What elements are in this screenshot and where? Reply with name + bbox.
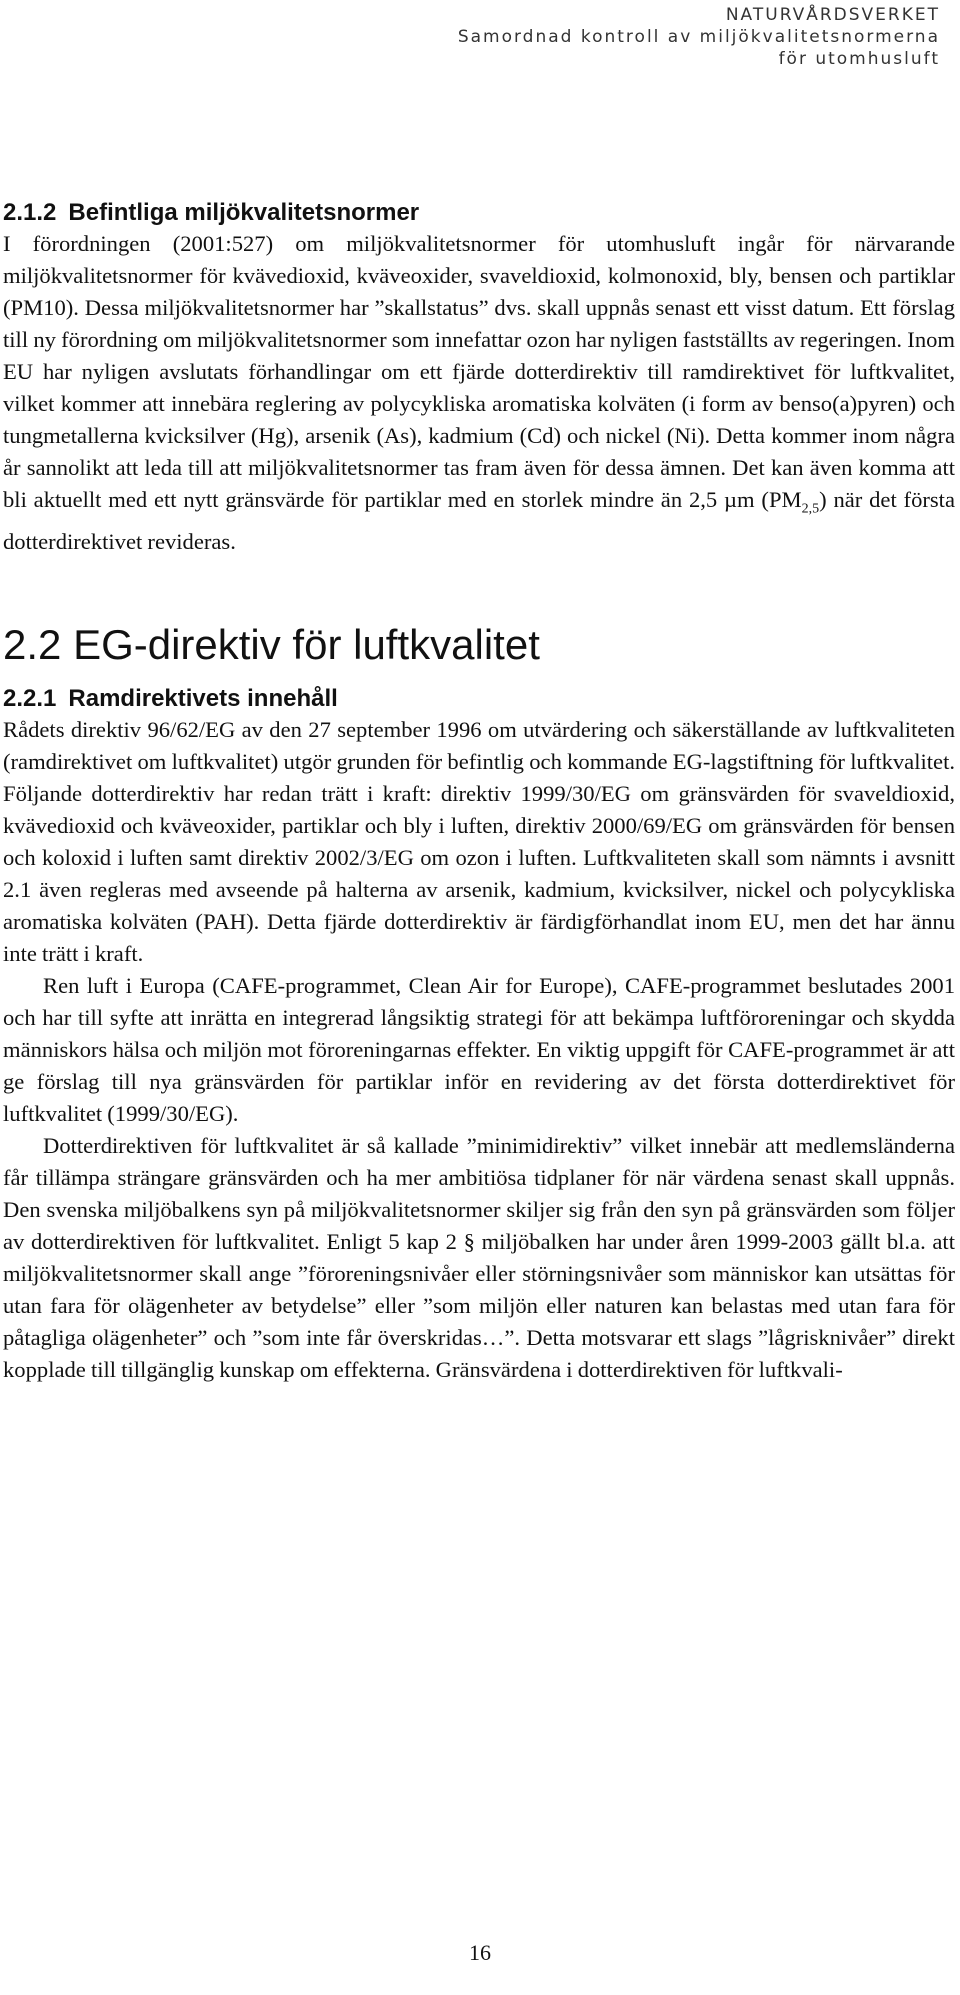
paragraph-text: I förordningen (2001:527) om miljökvalitetsnormer för utomhusluft ingår för närvarande miljökvalitetsnormer för kvävedioxid, kväveoxider, svaveldioxid, kolmonoxid, bly, bensen och partiklar (PM10). Dessa miljökvalitetsnormer har ”skallstatus” dvs. skall uppnås senast ett visst datum. Ett förslag till ny förordning om miljökvalitetsnormer som innefattar ozon har nyligen fastställts av regeringen. Inom EU har nyligen avslutats förhandlingar om ett fjärde dotterdirektiv till ramdirektivet för luftkvalitet, vilket kommer att innebära reglering av polycykliska aromatiska kolväten (i form av benso(a)pyren) och tungmetallerna kvicksilver (Hg), arsenik (As), kadmium (Cd) och nickel (Ni). Detta kommer inom några år sannolikt att leda till att miljökvalitetsnormer tas fram även för dessa ämnen. Det kan även komma att bli aktuellt med ett nytt gränsvärde för partiklar med en storlek mindre än 2,5 µm (PM (3, 231, 955, 512)
paragraph-text-end: ) när det första dotterdirektivet revideras. (3, 487, 955, 554)
heading-title: Ramdirektivets innehåll (68, 684, 338, 712)
pm-subscript: 2,5 (801, 501, 820, 517)
heading-title: EG-direktiv för luftkvalitet (73, 620, 540, 668)
document-body (3, 198, 955, 1386)
paragraph-framework-directive: Rådets direktiv 96/62/EG av den 27 september 1996 om utvärdering och säkerställande av luftkvaliteten (ramdirektivet om luftkvalitet) utgör grunden för befintlig och kommande EG-lagstiftning för luftkvalitet. Följande dotterdirektiv har redan trätt i kraft: direktiv 1999/30/EG om gränsvärden för svaveldioxid, kvävedioxid och kväveoxider, partiklar och bly i luften, direktiv 2000/69/EG om gränsvärden för bensen och koloxid i luften samt direktiv 2002/3/EG om ozon i luften. Luftkvaliteten skall som nämnts i avsnitt 2.1 även regleras med avseende på halterna av arsenik, kadmium, kvicksilver, nickel och polycykliska aromatiska kolväten (PAH). Detta fjärde dotterdirektiv är färdigförhandlat inom EU, men det har ännu inte trätt i kraft. (3, 716, 955, 966)
heading-2-2 (3, 620, 955, 670)
heading-2-2-1 (3, 684, 955, 714)
page-number: 16 (469, 1940, 491, 1965)
header-org: NATURVÅRDSVERKET (725, 5, 940, 25)
paragraph-minimum-directives: Dotterdirektiven för luftkvalitet är så kallade ”minimidirektiv” vilket innebär att medlemsländerna får tillämpa strängare gränsvärden och ha mer ambitiösa tidplaner för när värdena senast skall uppnås. Den svenska miljöbalkens syn på miljökvalitetsnormer skiljer sig från den syn på gränsvärden som följer av dotterdirektiven för luftkvalitet. Enligt 5 kap 2 § miljöbalken har under åren 1999-2003 gällt bl.a. att miljökvalitetsnormer skall ange ”föroreningsnivåer eller störningsnivåer som människor kan utsättas för utan fara för olägenheter av betydelse” eller ”som miljön eller naturen kan belastas med utan fara för påtagliga olägenheter” och ”som inte får överskridas…”. Detta motsvarar ett slags ”lågrisknivåer” direkt kopplade till tillgänglig kunskap om effekterna. Gränsvärdena i dotterdirektiven för luftkvali- (3, 1132, 955, 1382)
page-header (458, 4, 940, 70)
heading-number: 2.1.2 (3, 199, 57, 226)
heading-title: Befintliga miljökvalitetsnormer (68, 199, 420, 226)
heading-2-1-2 (3, 198, 955, 228)
heading-number: 2.2.1 (3, 684, 57, 712)
header-subtitle-line2: för utomhusluft (778, 49, 940, 69)
header-subtitle-line1: Samordnad kontroll av miljökvalitetsnormerna (457, 27, 940, 47)
heading-number: 2.2 (3, 620, 62, 668)
paragraph-existing-norms (3, 228, 955, 558)
paragraph-cafe-programme: Ren luft i Europa (CAFE-programmet, Clean Air for Europe), CAFE-programmet beslutades 2001 och har till syfte att inrätta en integrerad långsiktig strategi för att bekämpa luftföroreningar och skydda människors hälsa och miljön mot föroreningarnas effekter. En viktig uppgift för CAFE-programmet är att ge förslag till nya gränsvärden för partiklar inför en revidering av det första dotterdirektivet för luftkvalitet (1999/30/EG). (3, 972, 955, 1126)
